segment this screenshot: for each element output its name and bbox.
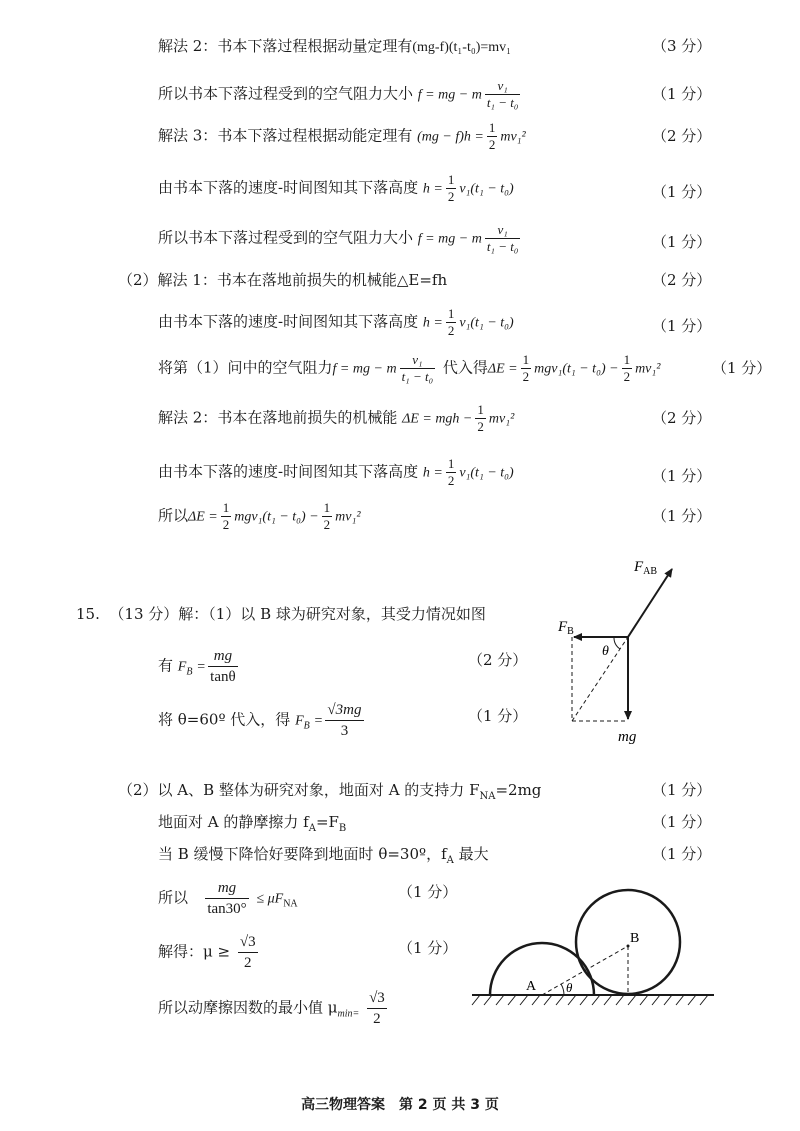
q14-part2-method2-result: 所以ΔE = $\frac{1}{2}$ mgv₁(t₁ − t₀) − $\frac{1}{2}$ mv₁² bbox=[158, 500, 361, 532]
force-diagram bbox=[540, 555, 700, 755]
fraction: $\frac{\text{v₁}}{\text{t₁ − t₀}}$ bbox=[486, 78, 519, 110]
fraction: $\frac{1}{2}$ bbox=[447, 456, 455, 488]
label-a: A bbox=[526, 979, 537, 994]
score: （1 分） bbox=[652, 467, 712, 485]
q14-method2-line: 解法 2：书本下落过程根据动量定理有(mg-f)(t₁-t₀)=mv₁ bbox=[158, 37, 512, 55]
score: （1 分） bbox=[652, 781, 712, 799]
q15-intro: 15. （13 分）解：（1）以 B 球为研究对象，其受力情况如图 bbox=[76, 605, 486, 623]
fraction: $\frac{√3}{2}$ bbox=[239, 934, 256, 971]
method-label: 解法 2： bbox=[158, 408, 218, 427]
score: （2 分） bbox=[468, 651, 528, 669]
score: （1 分） bbox=[398, 939, 458, 957]
q14-method3-result: 所以书本下落过程受到的空气阻力大小 f = mg − m $\frac{\text{v₁}}{\text{t₁ − t₀}}$ bbox=[158, 222, 519, 254]
fab-arrow bbox=[628, 569, 672, 637]
q14-part2-substitute: 将第（1）问中的空气阻力f = mg − m $\frac{\text{v₁}}{\text{t₁ − t₀}}$ 代入得ΔE = $\frac{1}{2}$ mgv₁(t₁ − t₀) − $\frac{1}{2}$ mv₁² bbox=[158, 352, 661, 384]
fraction: $\frac{1}{2}$ bbox=[623, 352, 631, 384]
part-label: （2）解法 1： bbox=[118, 271, 217, 289]
score: （1 分） bbox=[652, 845, 712, 863]
score: （1 分） bbox=[398, 883, 458, 901]
fraction: $\frac{1}{2}$ bbox=[323, 500, 331, 532]
fab-label: $F_{AB}$ bbox=[634, 559, 658, 577]
q15-part2-line1: （2）以 A、B 整体为研究对象，地面对 A 的支持力 $F_{NA}=2mg$ bbox=[118, 781, 542, 802]
score: （1 分） bbox=[468, 707, 528, 725]
question-number: 15. bbox=[76, 605, 100, 623]
q15-part2-line3: 当 B 缓慢下降恰好要降到地面时 θ=30º，$f_A$ 最大 bbox=[158, 845, 489, 866]
q14-method2-result: 所以书本下落过程受到的空气阻力大小 f = mg − m $\frac{\text{v₁}}{\text{t₁ − t₀}}$ bbox=[158, 78, 519, 110]
spheres-diagram bbox=[470, 880, 720, 1020]
fraction: $\frac{mg}{\tan 30^\circ}$ bbox=[207, 880, 247, 917]
sphere-b bbox=[576, 890, 680, 994]
fraction: $\frac{1}{2}$ bbox=[522, 352, 530, 384]
q14-part2-method2-height: 由书本下落的速度-时间图知其下落高度 h = $\frac{1}{2}$ v₁(t₁ − t₀) bbox=[158, 456, 514, 488]
score: （1 分） bbox=[652, 233, 712, 251]
fraction: $\frac{\text{v₁}}{\text{t₁ − t₀}}$ bbox=[401, 352, 434, 384]
q14-part2-method2: 解法 2：书本在落地前损失的机械能 ΔE = mgh − $\frac{1}{2}$ mv₁² bbox=[158, 402, 515, 434]
fraction: $\frac{1}{2}$ bbox=[222, 500, 230, 532]
fraction: $\frac{1}{2}$ bbox=[447, 172, 455, 204]
score: （1 分） bbox=[652, 317, 712, 335]
score: （1 分） bbox=[652, 183, 712, 201]
score: （1 分） bbox=[712, 359, 772, 377]
fraction: $\frac{1}{2}$ bbox=[447, 306, 455, 338]
q14-method3-line: 解法 3：书本下落过程根据动能定理有 (mg − f)h = $\frac{1}{2}$ mv₁² bbox=[158, 120, 526, 152]
q15-substitute: 将 θ=60º 代入，得 $F_B$ = $\frac{√3mg}{3}$ bbox=[158, 702, 362, 739]
q14-part2-height: 由书本下落的速度-时间图知其下落高度 h = $\frac{1}{2}$ v₁(t₁ − t₀) bbox=[158, 306, 514, 338]
score: （1 分） bbox=[652, 507, 712, 525]
center-line bbox=[542, 946, 628, 995]
ground-hatch bbox=[472, 995, 708, 1005]
theta-label: θ bbox=[602, 644, 609, 659]
score: （1 分） bbox=[652, 813, 712, 831]
fraction: $\frac{1}{2}$ bbox=[477, 402, 484, 434]
page-footer: 高三物理答案 第 2 页 共 3 页 bbox=[301, 1097, 499, 1113]
fraction: $\frac{\text{v₁}}{\text{t₁ − t₀}}$ bbox=[486, 222, 519, 254]
score: （2 分） bbox=[652, 127, 712, 145]
fraction: $\frac{√3mg}{3}$ bbox=[327, 702, 362, 739]
fraction: $\frac{1}{2}$ bbox=[488, 120, 496, 152]
fraction: $\frac{mg}{\tan\theta}$ bbox=[210, 648, 236, 685]
score: （2 分） bbox=[652, 271, 712, 289]
score: （3 分） bbox=[652, 37, 712, 55]
score: （2 分） bbox=[652, 409, 712, 427]
method-label: 解法 3： bbox=[158, 126, 218, 145]
q15-part2-line5: 解得：μ ≥ $\frac{√3}{2}$ bbox=[158, 934, 256, 971]
mg-label: mg bbox=[618, 729, 637, 745]
q14-part2-line: （2）解法 1：书本在落地前损失的机械能△E=fh bbox=[118, 271, 448, 289]
q15-part2-line2: 地面对 A 的静摩擦力 $f_A=F_B$ bbox=[158, 813, 347, 834]
q14-method3-height: 由书本下落的速度-时间图知其下落高度 h = $\frac{1}{2}$ v₁(t₁ − t₀) bbox=[158, 172, 514, 204]
q15-part2-line6: 所以动摩擦因数的最小值 $\mu_{min=}$ $\frac{√3}{2}$ bbox=[158, 990, 385, 1027]
fb-label: $F_B$ bbox=[558, 619, 574, 637]
theta-label: θ bbox=[566, 980, 573, 995]
dashed-diagonal bbox=[572, 637, 628, 721]
theta-arc bbox=[561, 984, 564, 995]
q15-fb-formula: 有 $F_B$ = $\frac{mg}{\tan\theta}$ bbox=[158, 648, 236, 685]
label-b: B bbox=[630, 931, 640, 946]
q15-part2-line4: 所以 $\frac{mg}{\tan 30^\circ}$ ≤ $\mu F_{NA}$ bbox=[158, 880, 298, 917]
fraction: $\frac{√3}{2}$ bbox=[369, 990, 385, 1027]
score: （1 分） bbox=[652, 85, 712, 103]
theta-arc bbox=[614, 637, 620, 649]
hemisphere-a bbox=[490, 943, 594, 995]
method-label: 解法 2： bbox=[158, 37, 218, 55]
